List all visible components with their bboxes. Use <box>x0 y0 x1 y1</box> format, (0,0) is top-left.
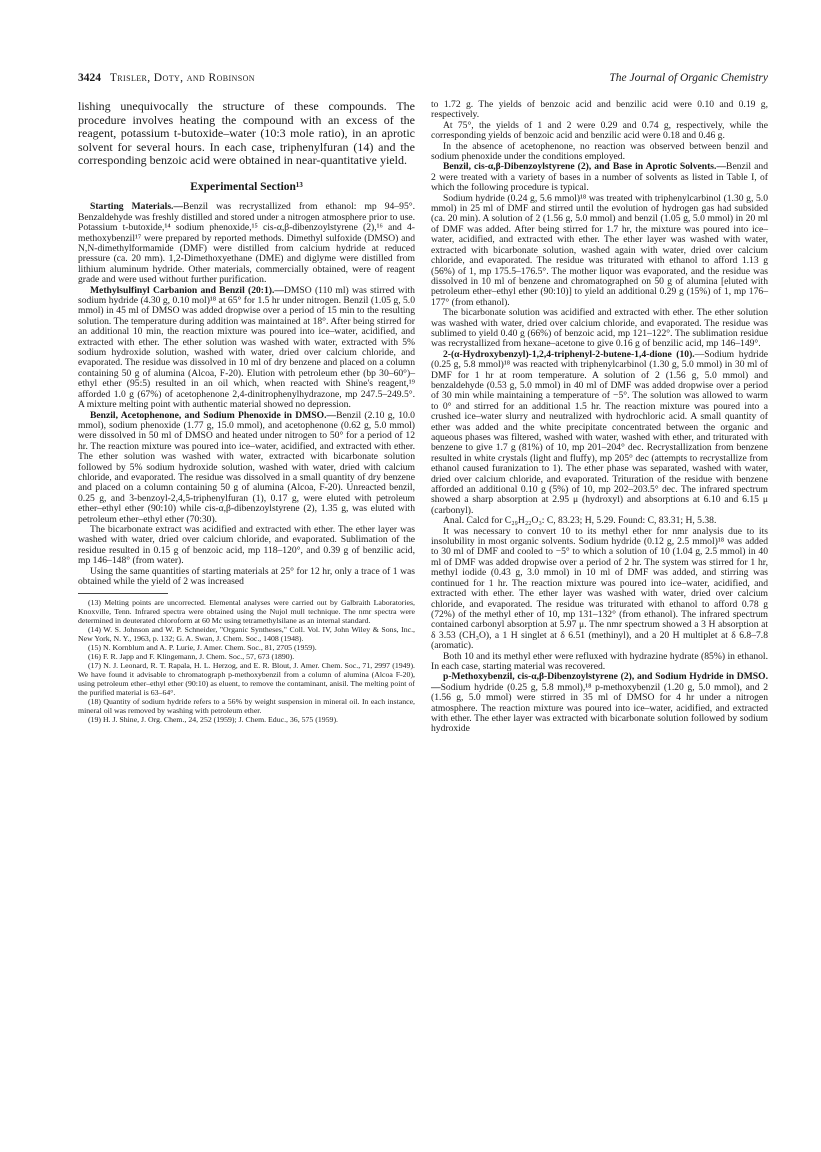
paragraph-body: Benzil (2.10 g, 10.0 mmol), sodium phenoxide (1.77 g, 15.0 mmol), and acetophenone (0.62 g, 5.0 mmol) were dissolved in 50 ml of DMSO and heated under nitrogen to 50° for a period of 12 hr. The reaction mixture was poured into ice–water, acidified, and extracted with ether. The ether solution was washed with water, extracted with bicarbonate solution followed by 5% sodium hydroxide solution, washed with water, dried with calcium chloride, and evaporated. The residue was dissolved in a small quantity of dry benzene and placed on a column containing 50 g of alumina (Alcoa, F-20). Unreacted benzil, 0.25 g, and 3-benzoyl-2,4,5-triphenylfuran (1), 0.17 g, were eluted with petroleum ether–ethyl ether (90:10) while cis-α,β-dibenzoylstyrene (2), 1.35 g, was eluted with petroleum ether–ethyl ether (70:30). <box>78 409 415 525</box>
footnote: (16) F. R. Japp and F. Klingemann, J. Chem. Soc., 57, 673 (1890). <box>88 652 295 662</box>
paragraph-body: Benzil and 2 were treated with a variety of bases in a number of solvents as listed in Table I, of which the following procedure is typical. <box>431 161 769 194</box>
paragraph-hydrazine: Both 10 and its methyl ether were refluxed with hydrazine hydrate (85%) in ethanol. In each case, starting material was recovered. <box>431 650 768 672</box>
paragraph-methylsulfinyl <box>78 286 415 411</box>
footnote: (18) Quantity of sodium hydride refers to a 56% by weight suspension in mineral oil. In each instance, mineral oil was removed by washing with petroleum ether. <box>78 697 415 716</box>
paragraph-75-degrees: At 75°, the yields of 1 and 2 were 0.29 and 0.74 g, respectively, while the corresponding yields of benzoic acid and benzilic acid were 0.18 and 0.46 g. <box>431 119 768 142</box>
paragraph-heading: Benzil, Acetophenone, and Sodium Phenoxide in DMSO.— <box>90 409 337 421</box>
running-authors: Trisler, Doty, and Robinson <box>109 72 255 84</box>
paragraph-aprotic-solvents <box>431 162 768 193</box>
footnote: (13) Melting points are uncorrected. Elemental analyses were carried out by Galbraith Laboratories, Knoxville, Tenn. Infrared spectra were obtained using the Nujol mull technique. The nmr spectra were determined in deuterated chloroform at 60 Mc using tetramethylsilane as an internal standard. <box>78 598 415 626</box>
paragraph-benzil-acetophenone <box>78 411 415 525</box>
footnote: (14) W. S. Johnson and W. P. Schneider, "Organic Syntheses," Coll. Vol. IV, John Wiley & Sons, Inc., New York, N. Y., 1963, p. 132; G. A. Swan, J. Chem. Soc., 1408 (1948). <box>78 625 415 644</box>
paragraph-heading: p-Methoxybenzil, cis-α,β-Dibenzoylstyrene (2), and Sodium Hydride in DMSO.— <box>431 671 768 693</box>
paragraph-absence-acetophenone: In the absence of acetophenone, no reaction was observed between benzil and sodium phenoxide under the conditions employed. <box>431 140 768 163</box>
paragraph-same-quantities: Using the same quantities of starting materials at 25° for 12 hr, only a trace of 1 was obtained while the yield of 2 was increased <box>78 565 415 587</box>
footnote-rule <box>78 593 168 594</box>
page-number: 3424 <box>78 72 101 84</box>
paragraph-hydroxybenzyl <box>431 350 768 517</box>
paragraph-sodium-hydride: Sodium hydride (0.24 g, 5.6 mmol)¹⁸ was treated with triphenylcarbinol (1.30 g, 5.0 mmol) in 25 ml of DMF and stirred until the evolution of hydrogen gas had subsided (ca. 20 min). A solution of 2 (1.56 g, 5.0 mmol) and benzil (1.05 g, 5.0 mmol) in 20 ml of DMF was added. After being stirred for 1.7 hr, the mixture was poured into ice–water, acidified, and extracted with ether. The ether layer was washed with water, extracted with bicarbonate solution, washed again with water, dried over calcium chloride, and evaporated. The residue was triturated with ethanol to afford 1.13 g (56%) of 1, mp 175.5–176.5°. The mother liquor was evaporated, and the residue was dissolved in 10 ml of benzene and chromatographed on 50 g of alumina [eluted with petroleum ether–ethyl ether (90:10)] to yield an additional 0.29 g (15%) of 1, mp 176–177° (from ethanol). <box>431 192 768 308</box>
paragraph-heading: Starting Materials.— <box>90 201 184 213</box>
paragraph-body: Sodium hydride (0.25 g, 5.8 mmol),¹⁸ p-methoxybenzil (1.20 g, 5.0 mmol), and 2 (1.56 g, 5.0 mmol) were stirred in 35 ml of DMSO for 4 hr under a nitrogen atmosphere. The reaction mixture was poured into ice–water, acidified, and extracted with ether. The ether layer was extracted with bicarbonate solution followed by sodium hydroxide <box>431 681 768 735</box>
paragraph-body: Benzil was recrystallized from ethanol: mp 94–95°. Benzaldehyde was freshly distilled and stored under a nitrogen atmosphere prior to use. Potassium t-butoxide,¹⁴ sodium phenoxide,¹⁵ cis-α,β-dibenzoylstyrene (2),¹⁶ and 4-methoxybenzil¹⁷ were prepared by reported methods. Dimethyl sulfoxide (DMSO) and N,N-dimethylformamide (DMF) were distilled from calcium hydride at reduced pressure (ca. 20 mm). 1,2-Dimethoxyethane (DME) and diglyme were distilled from lithium aluminum hydride. Other materials, commercially obtained, were of reagent grade and were used without further purification. <box>78 201 415 286</box>
right-column <box>431 100 768 735</box>
intro-paragraph: lishing unequivocally the structure of these compounds. The procedure involves heating the compound with an excess of the reagent, potassium t-butoxide–water (10:3 mole ratio), in an aprotic solvent for several hours. In each case, triphenylfuran (14) and the corresponding benzoic acid were obtained in near-quantitative yield. <box>78 99 415 168</box>
paragraph-body: DMSO (110 ml) was stirred with sodium hydride (4.30 g, 0.10 mol)¹⁸ at 65° for 1.5 hr under nitrogen. Benzil (1.05 g, 5.0 mmol) in 45 ml of DMSO was added dropwise over a period of 15 min to the resulting solution. The temperature during addition was maintained at 18°. After being stirred for an additional 10 min, the reaction mixture was poured into ice–water, acidified, and extracted with ether. The ether solution was washed with water, extracted with 5% sodium hydroxide solution, washed with water, dried over calcium chloride, and evaporated. The residue was dissolved in 10 ml of dry benzene and placed on a column containing 50 g of alumina (Alcoa, F-20). Elution with petroleum ether (bp 30–60°)–ethyl ether (95:5) resulted in an oil which, when reacted with Shine's reagent,¹⁹ afforded 1.0 g (67%) of acetophenone 2,4-dinitrophenylhydrazone, mp 247.5–249.5°. A mixture melting point with authentic material showed no depression. <box>78 284 415 411</box>
paragraph-methyl-ether: It was necessary to convert 10 to its methyl ether for nmr analysis due to its insolubility in most organic solvents. Sodium hydride (0.12 g, 2.5 mmol)¹⁸ was added to 30 ml of DMF and cooled to −5° to which a solution of 10 (1.04 g, 2.5 mmol) in 40 ml of DMF was added dropwise over a period of 2 hr. The system was stirred for 1 hr, methyl iodide (0.43 g, 3.0 mmol) in 10 ml of DMF was added, and stirring was continued for 1 hr. The reaction mixture was poured into ice–water, acidified, and extracted with ether. The ether layer was washed with water, dried over calcium chloride, and evaporated. The residue was triturated with ethanol to afford 0.78 g (72%) of the methyl ether of 10, mp 131–132° (from ethanol). The infrared spectrum contained carbonyl absorption at 5.97 μ. The nmr spectrum showed a 3 H absorption at δ 3.53 (CH₃O), a 1 H singlet at δ 6.51 (methinyl), and a 20 H multiplet at δ 6.8–7.8 (aromatic). <box>431 525 768 652</box>
paragraph-bicarbonate-solution: The bicarbonate solution was acidified and extracted with ether. The ether solution was washed with water, dried over calcium chloride, and evaporated. The residue was sublimed to yield 0.40 g (66%) of benzoic acid, mp 121–122°. The sublimation residue was recrystallized from hexane–acetone to give 0.16 g of benzilic acid, mp 146–149°. <box>431 307 768 350</box>
footnote: (15) N. Kornblum and A. P. Lurie, J. Amer. Chem. Soc., 81, 2705 (1959). <box>88 643 317 653</box>
section-title: Experimental Section¹³ <box>190 180 303 193</box>
paragraph-analysis: Anal. Calcd for C₂₉H₂₂O₃: C, 83.23; H, 5.29. Found: C, 83.31; H, 5.38. <box>443 515 717 527</box>
footnote: (19) H. J. Shine, J. Org. Chem., 24, 252 (1959); J. Chem. Educ., 36, 575 (1959). <box>88 715 338 725</box>
paragraph-methoxybenzil <box>431 672 768 734</box>
footnotes <box>78 598 415 724</box>
footnote: (17) N. J. Leonard, R. T. Rapala, H. L. Herzog, and E. R. Blout, J. Amer. Chem. Soc., 71, 2997 (1949). We have found it advisable to chromatograph p-methoxybenzil from a column of alumina (Alcoa F-20), using petroleum ether–ethyl ether (90:10) as eluent, to remove the contaminant, anisil. The melting point of the purified material is 63–64°. <box>78 661 415 698</box>
paragraph-starting-materials <box>78 202 415 285</box>
left-column <box>78 100 415 724</box>
paragraph-continued: to 1.72 g. The yields of benzoic acid and benzilic acid were 0.10 and 0.19 g, respectively. <box>431 99 768 121</box>
paragraph-bicarbonate: The bicarbonate extract was acidified and extracted with ether. The ether layer was washed with water, dried over calcium chloride, and evaporated. Sublimation of the residue resulted in 0.15 g of benzoic acid, mp 118–120°, and 0.39 g of benzilic acid, mp 146–148° (from water). <box>78 523 415 567</box>
paragraph-heading: Benzil, cis-α,β-Dibenzoylstyrene (2), and Base in Aprotic Solvents.— <box>443 161 727 173</box>
paragraph-heading: Methylsulfinyl Carbanion and Benzil (20:1).— <box>90 284 284 296</box>
paragraph-body: —Sodium hydride (0.25 g, 5.8 mmol)¹⁸ was reacted with triphenylcarbinol (1.30 g, 5.0 mmol) in 30 ml of DMF for 1 hr at room temperature. A solution of 2 (1.56 g, 5.0 mmol) and benzaldehyde (0.53 g, 5.0 mmol) in 40 ml of DMF was added dropwise over a period of 30 min while maintaining a temperature of −5°. The solution was allowed to warm to 0° and stirred for an additional 1.5 hr. The reaction mixture was poured into a crushed ice–water slurry and neutralized with hydrochloric acid. A small quantity of ether was added and the white precipitate concentrated between the organic and aqueous phases was filtered, washed with water, washed with ether, and triturated with benzene to give 1.7 g (81%) of 10, mp 201–204° dec. Recrystallization from benzene resulted in white crystals (light and fluffy), mp 205° dec (attempts to recrystallize from ethanol caused furanization to 1). The ether phase was separated, washed with water, dried over calcium chloride, and evaporated. Trituration of the residue with benzene afforded an additional 0.10 g (5%) of 10, mp 202–203.5° dec. The infrared spectrum showed a sharp absorption at 2.95 μ (hydroxyl) and absorptions at 6.10 and 6.15 μ (carbonyl). <box>431 348 768 516</box>
journal-title: The Journal of Organic Chemistry <box>609 72 768 84</box>
paragraph-heading: 2-(α-Hydroxybenzyl)-1,2,4-triphenyl-2-butene-1,4-dione (10). <box>443 348 695 360</box>
page-header <box>78 72 768 88</box>
